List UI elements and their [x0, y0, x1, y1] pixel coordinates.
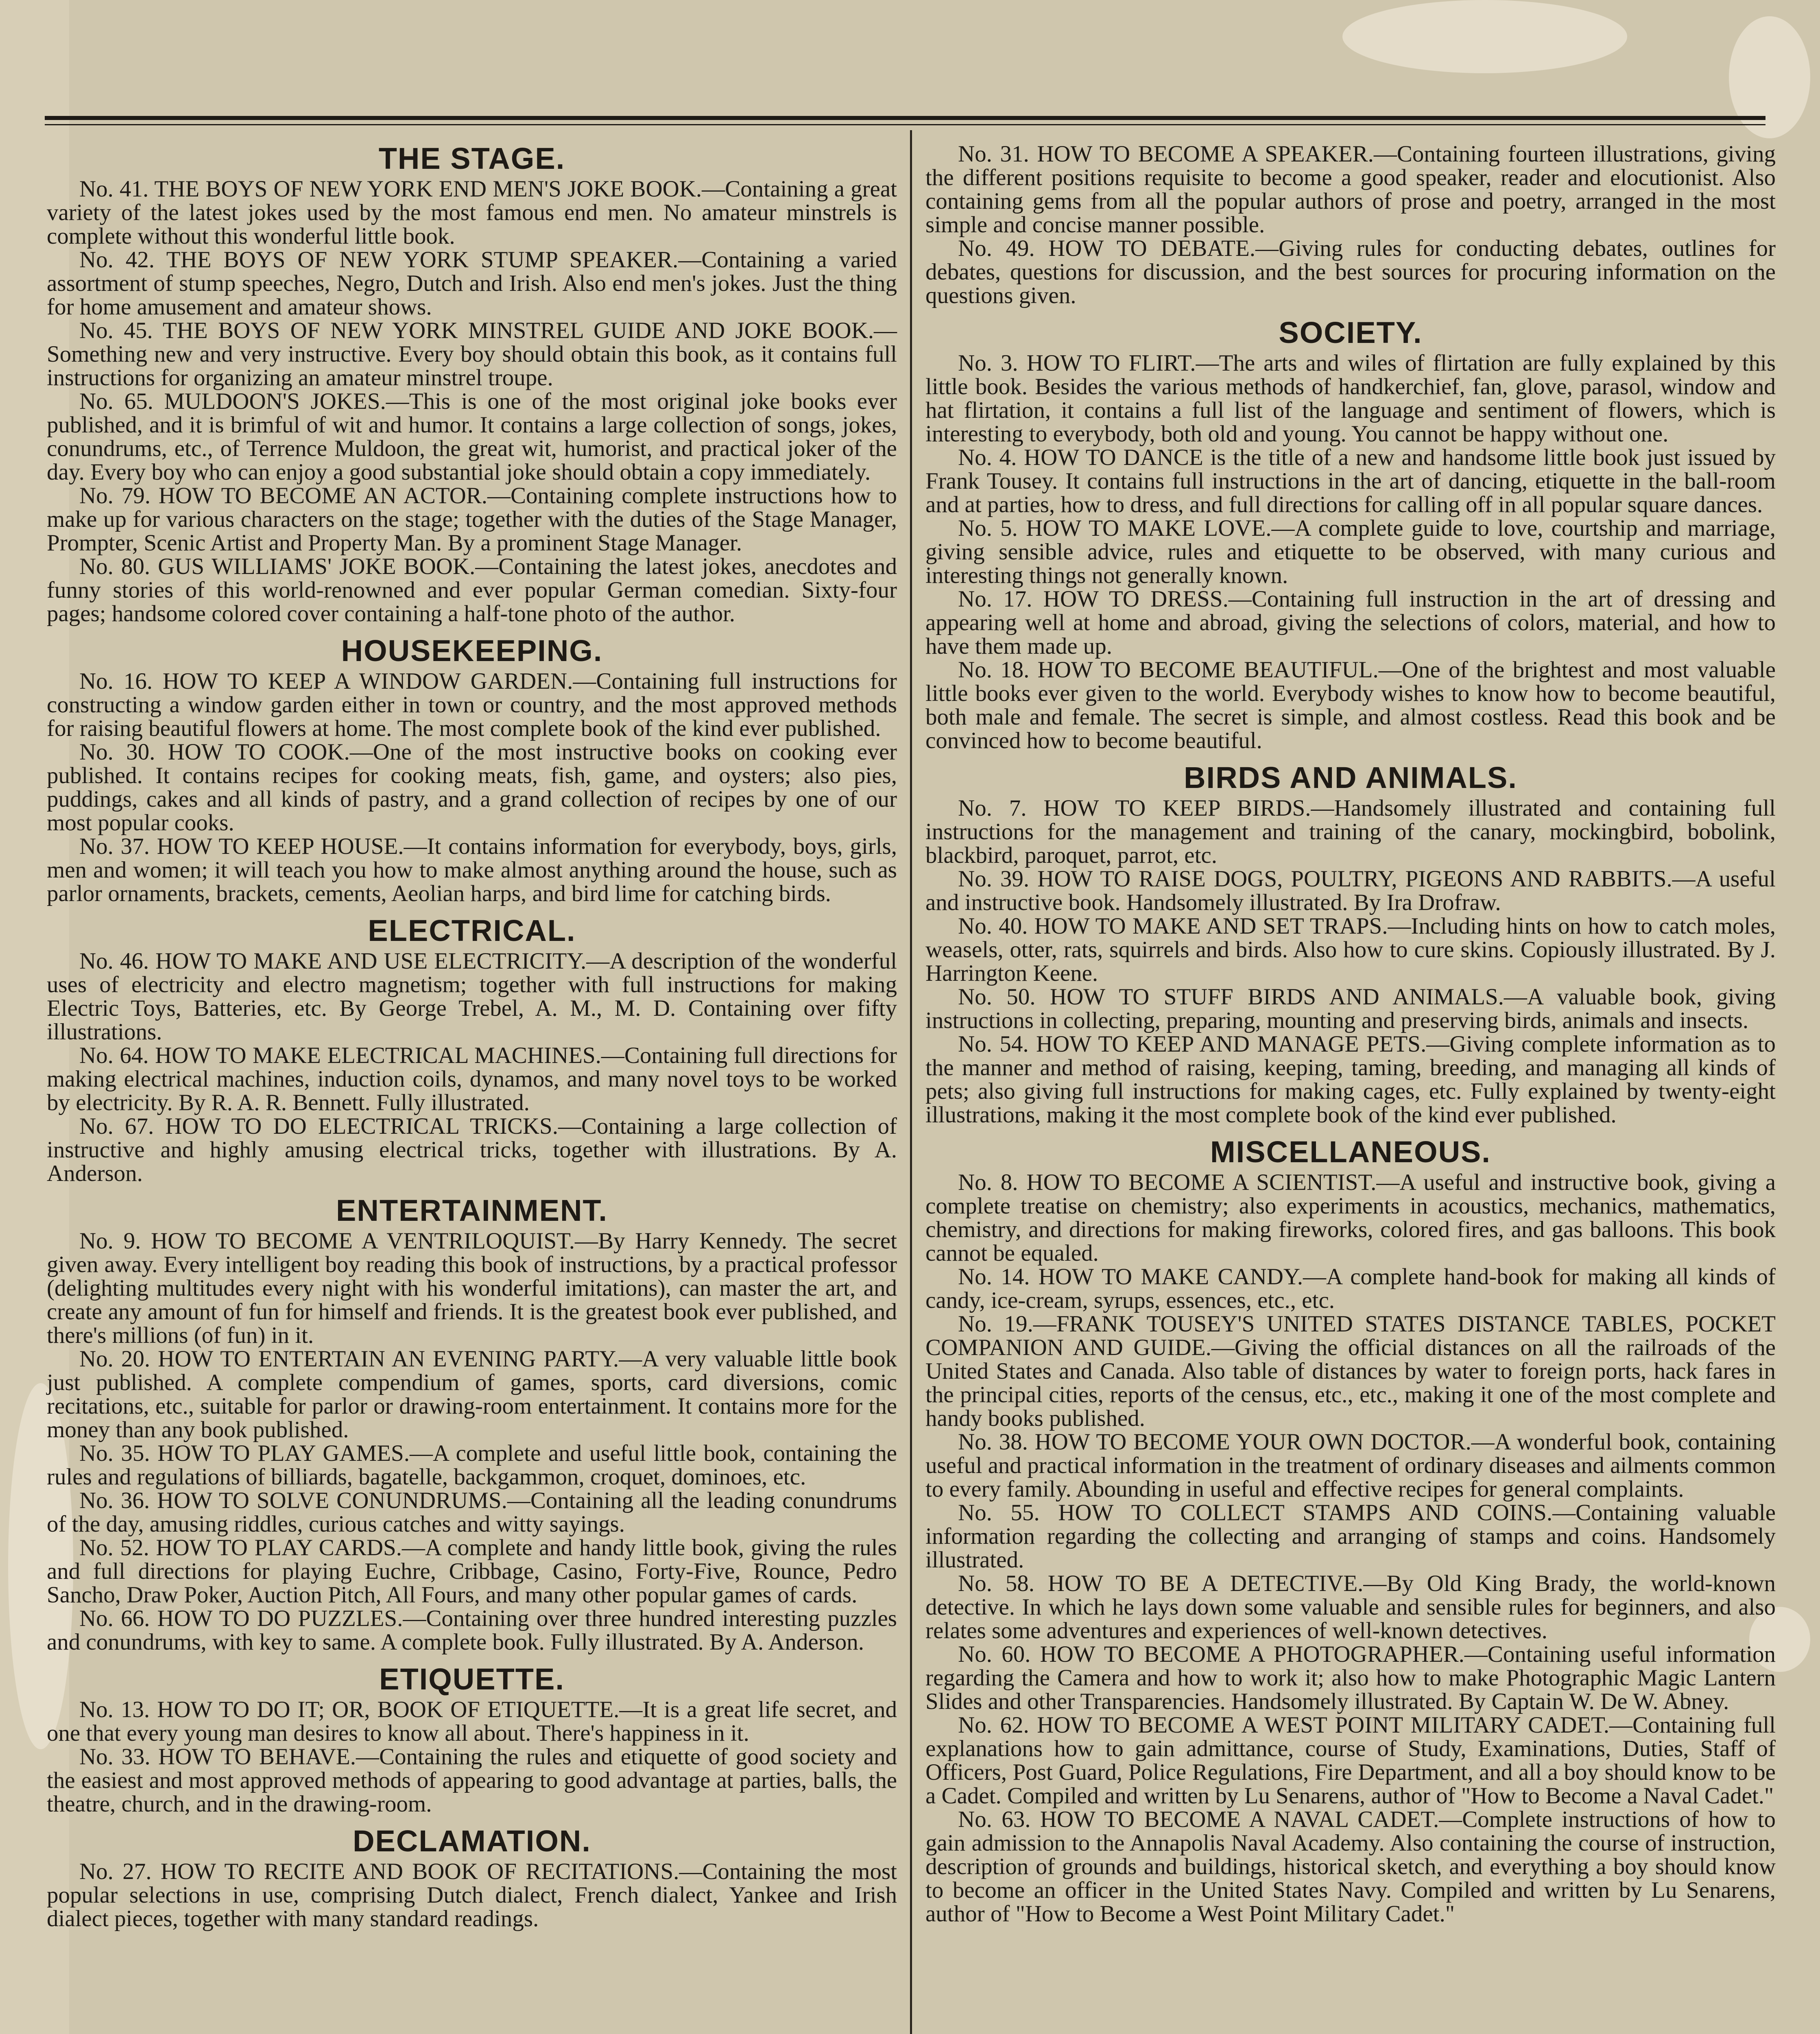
section-heading: THE STAGE.	[378, 142, 565, 175]
book-entry: No. 65. MULDOON'S JOKES.—This is one of the most original joke books ever published, and it is brimful of wit and humor. It contains a large collection of songs, jokes, conundrums, etc., of Terrence Muldoon, the great wit, humorist, and practical joker of the day. Every boy who can enjoy a good substantial joke should obtain a copy immediately.	[47, 388, 897, 485]
book-entry: No. 55. HOW TO COLLECT STAMPS AND COINS.—Containing valuable information regarding the collecting and arranging of stamps and coins. Handsomely illustrated.	[925, 1500, 1776, 1573]
book-entry: No. 19.—FRANK TOUSEY'S UNITED STATES DISTANCE TABLES, POCKET COMPANION AND GUIDE.—Giving the official distances on all the railroads of the United States and Canada. Also table of distances by water to foreign ports, hack fares in the principal cities, reports of the census, etc., etc., making it one of the most complete and handy books published.	[925, 1311, 1776, 1431]
book-entry: No. 20. HOW TO ENTERTAIN AN EVENING PARTY.—A very valuable little book just published. A complete compendium of games, sports, card diversions, comic recitations, etc., suitable for parlor or drawing-room entertainment. It contains more for the money than any book published.	[47, 1346, 897, 1443]
book-entry: No. 52. HOW TO PLAY CARDS.—A complete and handy little book, giving the rules and full directions for playing Euchre, Cribbage, Casino, Forty-Five, Rounce, Pedro Sancho, Draw Poker, Auction Pitch, All Fours, and many other popular games of cards.	[47, 1535, 897, 1608]
book-entry: No. 31. HOW TO BECOME A SPEAKER.—Containing fourteen illustrations, giving the different positions requisite to become a good speaker, reader and elocutionist. Also containing gems from all the popular authors of prose and poetry, arranged in the most simple and concise manner possible.	[925, 141, 1776, 238]
book-entry: No. 30. HOW TO COOK.—One of the most instructive books on cooking ever published. It contains recipes for cooking meats, fish, game, and oysters; also pies, puddings, cakes and all kinds of pastry, and a grand collection of recipes by one of our most popular cooks.	[47, 739, 897, 836]
book-entry: No. 67. HOW TO DO ELECTRICAL TRICKS.—Containing a large collection of instructive and highly amusing electrical tricks, together with illustrations. By A. Anderson.	[47, 1113, 897, 1186]
book-entry: No. 62. HOW TO BECOME A WEST POINT MILITARY CADET.—Containing full explanations how to gain admittance, course of Study, Examinations, Duties, Staff of Officers, Post Guard, Police Regulations, Fire Department, and all a boy should know to be a Cadet. Compiled and written by Lu Senarens, author of "How to Become a Naval Cadet."	[925, 1712, 1776, 1809]
top-rule	[45, 116, 1765, 120]
book-entry: No. 35. HOW TO PLAY GAMES.—A complete and useful little book, containing the rules and regulations of billiards, bagatelle, backgammon, croquet, dominoes, etc.	[47, 1440, 897, 1490]
section-heading: ETIQUETTE.	[379, 1662, 565, 1696]
book-entry: No. 18. HOW TO BECOME BEAUTIFUL.—One of the brightest and most valuable little books ever given to the world. Everybody wishes to know how to become beautiful, both male and female. The secret is simple, and almost costless. Read this book and be convinced how to become beautiful.	[925, 657, 1776, 753]
book-entry: No. 41. THE BOYS OF NEW YORK END MEN'S JOKE BOOK.—Containing a great variety of the latest jokes used by the most famous end men. No amateur minstrels is complete without this wonderful little book.	[47, 176, 897, 249]
book-entry: No. 9. HOW TO BECOME A VENTRILOQUIST.—By Harry Kennedy. The secret given away. Every intelligent boy reading this book of instructions, by a practical professor (delighting multitudes every night with his wonderful imitations), can master the art, and create any amount of fun for himself and friends. It is the greatest book ever published, and there's millions (of fun) in it.	[47, 1228, 897, 1348]
book-entry: No. 13. HOW TO DO IT; OR, BOOK OF ETIQUETTE.—It is a great life secret, and one that every young man desires to know all about. There's happiness in it.	[47, 1697, 897, 1746]
book-entry: No. 45. THE BOYS OF NEW YORK MINSTREL GUIDE AND JOKE BOOK.—Something new and very instructive. Every boy should obtain this book, as it contains full instructions for organizing an amateur minstrel troupe.	[47, 318, 897, 391]
section-heading: BIRDS AND ANIMALS.	[1184, 761, 1517, 794]
book-entry: No. 58. HOW TO BE A DETECTIVE.—By Old King Brady, the world-known detective. In which he lays down some valuable and sensible rules for beginners, and also relates some adventures and experiences of well-known detectives.	[925, 1571, 1776, 1643]
book-entry: No. 7. HOW TO KEEP BIRDS.—Handsomely illustrated and containing full instructions for the management and training of the canary, mockingbird, bobolink, blackbird, paroquet, parrot, etc.	[925, 795, 1776, 868]
book-entry: No. 42. THE BOYS OF NEW YORK STUMP SPEAKER.—Containing a varied assortment of stump speeches, Negro, Dutch and Irish. Also end men's jokes. Just the thing for home amusement and amateur shows.	[47, 247, 897, 320]
book-entry: No. 14. HOW TO MAKE CANDY.—A complete hand-book for making all kinds of candy, ice-cream, syrups, essences, etc., etc.	[925, 1264, 1776, 1313]
book-entry: No. 38. HOW TO BECOME YOUR OWN DOCTOR.—A wonderful book, containing useful and practical information in the treatment of ordinary diseases and ailments common to every family. Abounding in useful and effective recipes for general complaints.	[925, 1429, 1776, 1502]
book-entry: No. 64. HOW TO MAKE ELECTRICAL MACHINES.—Containing full directions for making electrical machines, induction coils, dynamos, and many novel toys to be worked by electricity. By R. A. R. Bennett. Fully illustrated.	[47, 1043, 897, 1115]
book-entry: No. 5. HOW TO MAKE LOVE.—A complete guide to love, courtship and marriage, giving sensible advice, rules and etiquette to be observed, with many curious and interesting things not generally known.	[925, 515, 1776, 588]
book-entry: No. 37. HOW TO KEEP HOUSE.—It contains information for everybody, boys, girls, men and women; it will teach you how to make almost anything around the house, such as parlor ornaments, brackets, cements, Aeolian harps, and bird lime for catching birds.	[47, 834, 897, 906]
book-entry: No. 60. HOW TO BECOME A PHOTOGRAPHER.—Containing useful information regarding the Camera and how to work it; also how to make Photographic Magic Lantern Slides and other Transparencies. Handsomely illustrated. By Captain W. De W. Abney.	[925, 1641, 1776, 1714]
book-entry: No. 39. HOW TO RAISE DOGS, POULTRY, PIGEONS AND RABBITS.—A useful and instructive book. Handsomely illustrated. By Ira Drofraw.	[925, 866, 1776, 915]
book-entry: No. 49. HOW TO DEBATE.—Giving rules for conducting debates, outlines for debates, questions for discussion, and the best sources for procuring information on the questions given.	[925, 236, 1776, 308]
top-rule-thin	[45, 124, 1765, 125]
book-entry: No. 66. HOW TO DO PUZZLES.—Containing over three hundred interesting puzzles and conundrums, with key to same. A complete book. Fully illustrated. By A. Anderson.	[47, 1606, 897, 1655]
section-heading: ELECTRICAL.	[368, 914, 576, 947]
book-entry: No. 54. HOW TO KEEP AND MANAGE PETS.—Giving complete information as to the manner and method of raising, keeping, taming, breeding, and managing all kinds of pets; also giving full instructions for making cages, etc. Fully explained by twenty-eight illustrations, making it the most complete book of the kind ever published.	[925, 1031, 1776, 1128]
paper-stain	[1342, 0, 1627, 73]
section-heading: MISCELLANEOUS.	[1210, 1135, 1491, 1169]
book-entry: No. 46. HOW TO MAKE AND USE ELECTRICITY.—A description of the wonderful uses of electricity and electro magnetism; together with full instructions for making Electric Toys, Batteries, etc. By George Trebel, A. M., M. D. Containing over fifty illustrations.	[47, 948, 897, 1045]
section-heading: HOUSEKEEPING.	[341, 634, 603, 668]
book-entry: No. 17. HOW TO DRESS.—Containing full instruction in the art of dressing and appearing well at home and abroad, giving the selections of colors, material, and how to have them made up.	[925, 586, 1776, 659]
book-entry: No. 63. HOW TO BECOME A NAVAL CADET.—Complete instructions of how to gain admission to the Annapolis Naval Academy. Also containing the course of instruction, description of grounds and buildings, historical sketch, and everything a boy should know to become an officer in the United States Navy. Compiled and written by Lu Senarens, author of "How to Become a West Point Military Cadet."	[925, 1807, 1776, 1927]
book-entry: No. 50. HOW TO STUFF BIRDS AND ANIMALS.—A valuable book, giving instructions in collecting, preparing, mounting and preserving birds, animals and insects.	[925, 984, 1776, 1033]
book-entry: No. 36. HOW TO SOLVE CONUNDRUMS.—Containing all the leading conundrums of the day, amusing riddles, curious catches and witty sayings.	[47, 1488, 897, 1537]
column-divider	[910, 130, 912, 2034]
book-entry: No. 16. HOW TO KEEP A WINDOW GARDEN.—Containing full instructions for constructing a window garden either in town or country, and the most approved methods for raising beautiful flowers at home. The most complete book of the kind ever published.	[47, 668, 897, 741]
book-entry: No. 27. HOW TO RECITE AND BOOK OF RECITATIONS.—Containing the most popular selections in use, comprising Dutch dialect, French dialect, Yankee and Irish dialect pieces, together with many standard readings.	[47, 1859, 897, 1931]
section-heading: ENTERTAINMENT.	[336, 1194, 608, 1227]
left-column	[47, 142, 897, 1931]
book-entry: No. 3. HOW TO FLIRT.—The arts and wiles of flirtation are fully explained by this little book. Besides the various methods of handkerchief, fan, glove, parasol, window and hat flirtation, it contains a full list of the language and sentiment of flowers, which is interesting to everybody, both old and young. You cannot be happy without one.	[925, 350, 1776, 447]
section-heading: DECLAMATION.	[353, 1824, 591, 1858]
right-column	[925, 142, 1776, 1926]
book-entry: No. 33. HOW TO BEHAVE.—Containing the rules and etiquette of good society and the easiest and most approved methods of appearing to good advantage at parties, balls, the theatre, church, and in the drawing-room.	[47, 1744, 897, 1817]
book-entry: No. 80. GUS WILLIAMS' JOKE BOOK.—Containing the latest jokes, anecdotes and funny stories of this world-renowned and ever popular German comedian. Sixty-four pages; handsome colored cover containing a half-tone photo of the author.	[47, 554, 897, 626]
book-entry: No. 4. HOW TO DANCE is the title of a new and handsome little book just issued by Frank Tousey. It contains full instructions in the art of dancing, etiquette in the ball-room and at parties, how to dress, and full directions for calling off in all popular square dances.	[925, 445, 1776, 517]
book-entry: No. 79. HOW TO BECOME AN ACTOR.—Containing complete instructions how to make up for various characters on the stage; together with the duties of the Stage Manager, Prompter, Scenic Artist and Property Man. By a prominent Stage Manager.	[47, 483, 897, 556]
paper-stain	[1729, 16, 1810, 138]
book-entry: No. 8. HOW TO BECOME A SCIENTIST.—A useful and instructive book, giving a complete treatise on chemistry; also experiments in acoustics, mechanics, mathematics, chemistry, and directions for making fireworks, colored fires, and gas balloons. This book cannot be equaled.	[925, 1170, 1776, 1266]
book-entry: No. 40. HOW TO MAKE AND SET TRAPS.—Including hints on how to catch moles, weasels, otter, rats, squirrels and birds. Also how to cure skins. Copiously illustrated. By J. Harrington Keene.	[925, 913, 1776, 986]
section-heading: SOCIETY.	[1279, 316, 1423, 349]
